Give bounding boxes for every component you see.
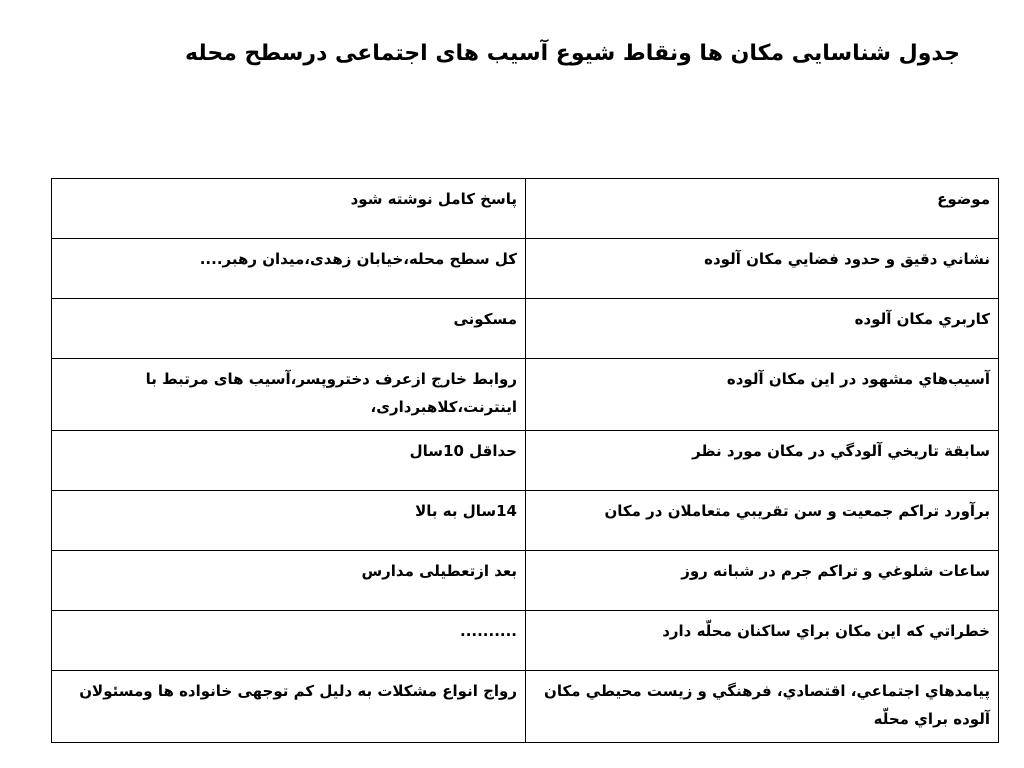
topic-cell: پيامدهاي اجتماعي، اقتصادي، فرهنگي و زيست محيطي مكان آلوده براي محلّه	[526, 671, 999, 743]
answer-cell: حداقل 10سال	[52, 431, 526, 491]
topic-cell: سابقة تاريخي آلودگي در مكان مورد نظر	[526, 431, 999, 491]
answer-cell: ..........	[52, 611, 526, 671]
answer-cell: روابط خارج ازعرف دخترو‌پسر،آسیب های مرتبط با اینترنت،کلاهبرداری،	[52, 359, 526, 431]
answer-cell: رواج انواع مشکلات به دلیل کم توجهی خانواده ها ومسئولان	[52, 671, 526, 743]
table-row	[52, 299, 999, 359]
table-header-row	[52, 179, 999, 239]
answer-cell: بعد ازتعطیلی مدارس	[52, 551, 526, 611]
table-row	[52, 671, 999, 743]
table-row	[52, 611, 999, 671]
topic-cell: كاربري مكان آلوده	[526, 299, 999, 359]
page-title: جدول شناسایی مکان ها ونقاط شیوع آسیب های اجتماعی درسطح محله	[185, 41, 960, 66]
table-row	[52, 239, 999, 299]
topic-cell: برآورد تراكم جمعيت و سن تقريبي متعاملان در مكان	[526, 491, 999, 551]
table-row	[52, 431, 999, 491]
table-row	[52, 551, 999, 611]
table-row	[52, 491, 999, 551]
answer-cell: مسکونی	[52, 299, 526, 359]
topic-cell: ساعات شلوغي و تراكم جرم در شبانه روز	[526, 551, 999, 611]
table-row	[52, 359, 999, 431]
topic-cell: خطراتي كه اين مكان براي ساكنان محلّه دارد	[526, 611, 999, 671]
header-topic-cell: موضوع	[526, 179, 999, 239]
topic-cell: نشاني دقيق و حدود فضايي مكان آلوده	[526, 239, 999, 299]
topic-cell: آسيب‌هاي مشهود در اين مكان آلوده	[526, 359, 999, 431]
answer-cell: 14سال به بالا	[52, 491, 526, 551]
answer-cell: کل سطح محله،خیابان زهدی،میدان رهبر....	[52, 239, 526, 299]
survey-table	[51, 178, 999, 743]
header-answer-cell: پاسخ کامل نوشته شود	[52, 179, 526, 239]
